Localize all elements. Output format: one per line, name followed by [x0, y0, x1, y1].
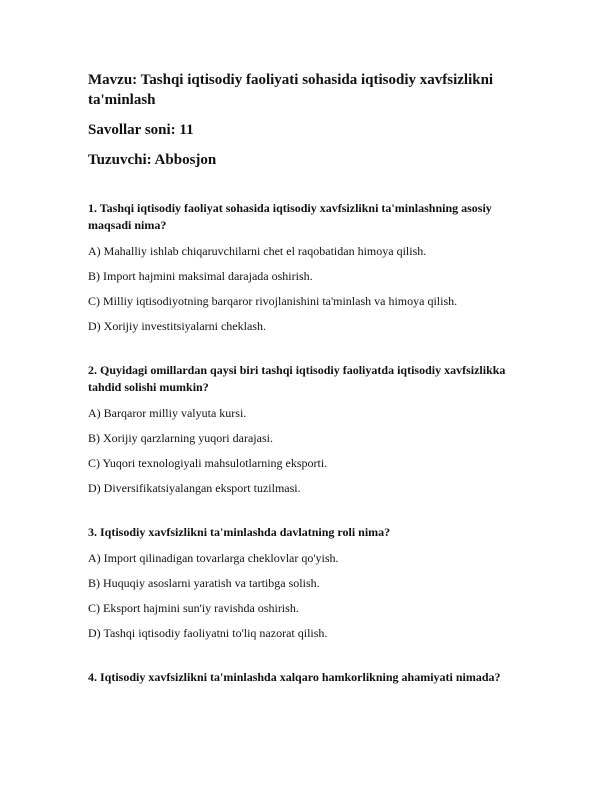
- answer-option: C) Eksport hajmini sun'iy ravishda oshirish.: [88, 601, 299, 615]
- question-text: 4. Iqtisodiy xavfsizlikni ta'minlashda xalqaro hamkorlikning ahamiyati nimada?: [88, 670, 501, 684]
- questions-count: Savollar soni: 11: [88, 122, 194, 138]
- answer-option: C) Milliy iqtisodiyotning barqaror rivojlanishini ta'minlash va himoya qilish.: [88, 294, 458, 308]
- question-block: [88, 524, 528, 641]
- question-text: 2. Quyidagi omillardan qaysi biri tashqi iqtisodiy faoliyatda iqtisodiy xavfsizlikka tahdid solishi mumkin?: [88, 363, 506, 394]
- question-text: 3. Iqtisodiy xavfsizlikni ta'minlashda davlatning roli nima?: [88, 525, 391, 539]
- answer-option: D) Xorijiy investitsiyalarni cheklash.: [88, 319, 266, 333]
- answer-option: A) Mahalliy ishlab chiqaruvchilarni chet el raqobatidan himoya qilish.: [88, 244, 427, 258]
- answer-option: B) Huquqiy asoslarni yaratish va tartibga solish.: [88, 576, 320, 590]
- question-block: [88, 362, 528, 496]
- author-line: Tuzuvchi: Abbosjon: [88, 152, 217, 168]
- answer-option: B) Xorijiy qarzlarning yuqori darajasi.: [88, 431, 273, 445]
- document-content: [88, 70, 528, 714]
- answer-option: D) Tashqi iqtisodiy faoliyatni to'liq nazorat qilish.: [88, 626, 328, 640]
- answer-option: D) Diversifikatsiyalangan eksport tuzilmasi.: [88, 481, 301, 495]
- answer-option: B) Import hajmini maksimal darajada oshirish.: [88, 269, 313, 283]
- question-text: 1. Tashqi iqtisodiy faoliyat sohasida iqtisodiy xavfsizlikni ta'minlashning asosiy maqsadi nima?: [88, 201, 492, 232]
- document-title: Mavzu: Tashqi iqtisodiy faoliyati sohasida iqtisodiy xavfsizlikni ta'minlash: [88, 72, 494, 108]
- answer-option: A) Import qilinadigan tovarlarga cheklovlar qo'yish.: [88, 551, 339, 565]
- question-block: [88, 669, 528, 686]
- answer-option: A) Barqaror milliy valyuta kursi.: [88, 406, 247, 420]
- answer-option: C) Yuqori texnologiyali mahsulotlarning eksporti.: [88, 456, 328, 470]
- question-block: [88, 200, 528, 334]
